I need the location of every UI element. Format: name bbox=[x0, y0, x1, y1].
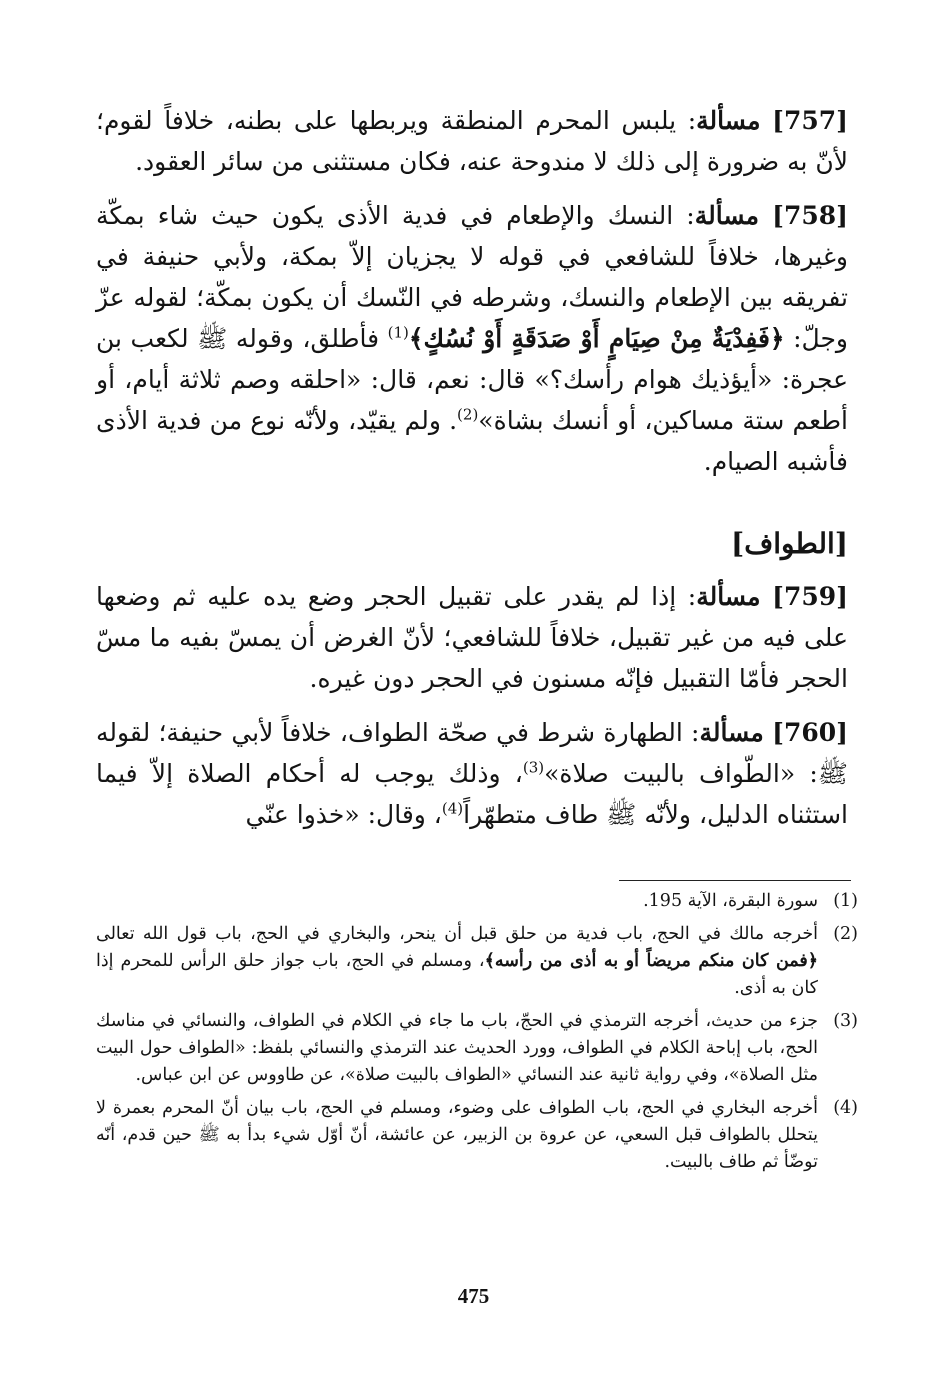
footnote-text: سورة البقرة، الآية 195. bbox=[643, 891, 818, 911]
issue-number: [760] bbox=[772, 718, 848, 747]
footnote-verse: ﴿فمن كان منكم مريضاً أو به أذى من رأسه﴾ bbox=[484, 951, 818, 971]
footnote-text: أخرجه البخاري في الحج، باب الطواف على وضوء، ومسلم في الحج، باب بيان أنّ المحرم بعمرة لا يتحلل بالطواف قبل السعي، عن عروة بن الزبير، عن عائشة، أنّ أوّل شيء بدأ به ﷺ حين قدم، أنّه توضّأ ثم طاف بالبيت. bbox=[96, 1098, 818, 1172]
footnote-number: (4) bbox=[833, 1098, 858, 1118]
issue-text-part-b: ، وذلك يوجب له أحكام الصلاة إلاّ فيما استثناه الدليل، ولأنّه ﷺ طاف متطهّراً bbox=[96, 759, 848, 829]
issue-label: مسألة bbox=[696, 582, 761, 611]
footnote-ref-2[interactable]: (2) bbox=[457, 405, 479, 424]
issue-label: مسألة bbox=[694, 201, 760, 230]
quran-verse: ﴿فَفِدْيَةٌ مِنْ صِيَامٍ أَوْ صَدَقَةٍ أَوْ نُسُكٍ﴾ bbox=[408, 324, 785, 353]
main-text bbox=[96, 100, 848, 848]
footnote-number: (1) bbox=[833, 891, 858, 911]
footnote-ref-4[interactable]: (4) bbox=[441, 799, 464, 818]
footnote-4 bbox=[96, 1095, 858, 1176]
issue-text: : إذا لم يقدر على تقبيل الحجر وضع يده عليه ثم وضعها على فيه من غير تقبيل، خلافاً للشافعي؛ لأنّ الغرض أن يمسّ بفيه ما مسّ الحجر فأمّا التقبيل فإنّه مسنون في الحجر دون غيره. bbox=[96, 582, 848, 693]
footnote-text-part-a: أخرجه مالك في الحج، باب فدية من حلق قبل أن ينحر، والبخاري في الحج، باب قول الله تعالى bbox=[96, 924, 819, 944]
issue-label: مسألة bbox=[696, 106, 761, 135]
footnote-3 bbox=[96, 1008, 858, 1089]
issue-text-part-a: : الطهارة شرط في صحّة الطواف، خلافاً لأبي حنيفة؛ لقوله ﷺ: «الطّواف بالبيت صلاة» bbox=[96, 718, 848, 788]
issue-number: [757] bbox=[772, 106, 848, 135]
footnote-divider bbox=[619, 880, 851, 881]
footnotes bbox=[96, 888, 858, 1182]
footnote-text-part-b: ، ومسلم في الحج، باب جواز حلق الرأس للمحرم إذا كان به أذى. bbox=[96, 951, 818, 998]
footnote-text: جزء من حديث، أخرجه الترمذي في الحجّ، باب ما جاء في الكلام في الطواف، والنسائي في مناسك الحج، باب إباحة الكلام في الطواف، وورد الحديث عند الترمذي والنسائي بلفظ: «الطواف حول البيت مثل الصلاة»، وفي رواية ثانية عند النسائي «الطواف بالبيت صلاة»، عن طاووس عن ابن عباس. bbox=[96, 1011, 818, 1085]
issue-759 bbox=[96, 576, 848, 699]
issue-number: [758] bbox=[772, 201, 848, 230]
issue-text: : يلبس المحرم المنطقة ويربطها على بطنه، خلافاً لقوم؛ لأنّ به ضرورة إلى ذلك لا مندوحة عنه، فكان مستثنى من سائر العقود. bbox=[96, 106, 848, 176]
issue-number: [759] bbox=[772, 582, 849, 611]
footnote-1 bbox=[96, 888, 858, 915]
issue-760 bbox=[96, 712, 848, 835]
footnote-ref-3[interactable]: (3) bbox=[522, 758, 545, 777]
footnote-text bbox=[96, 921, 818, 1002]
page-number: 475 bbox=[457, 1284, 490, 1308]
issue-text-part-b: فأطلق، وقوله ﷺ لكعب بن عجرة: «أيؤذيك هوام رأسك؟» قال: نعم، قال: «احلقه وصم ثلاثة أيام، أو أطعم ستة مساكين، أو أنسك بشاة» bbox=[96, 324, 848, 435]
issue-text-part-c: . ولم يقيّد، ولأنّه نوع من فدية الأذى فأشبه الصيام. bbox=[96, 406, 848, 476]
issue-758 bbox=[96, 195, 848, 482]
footnote-number: (2) bbox=[833, 924, 858, 944]
issue-label: مسألة bbox=[699, 718, 764, 747]
footnote-number: (3) bbox=[833, 1011, 858, 1031]
section-heading: [الطواف] bbox=[730, 527, 848, 560]
issue-757 bbox=[96, 100, 848, 182]
issue-text-part-c: ، وقال: «خذوا عنّي bbox=[245, 800, 442, 829]
footnote-2 bbox=[96, 921, 858, 1002]
footnote-ref-1[interactable]: (1) bbox=[387, 323, 409, 342]
issue-text-part-a: : النسك والإطعام في فدية الأذى يكون حيث شاء بمكّة وغيرها، خلافاً للشافعي في قوله لا يجزيان إلاّ بمكة، ولأبي حنيفة في تفريقه بين الإطعام والنسك، وشرطه في النّسك أن يكون بمكّة؛ لقوله عزّ وجلّ: bbox=[96, 201, 848, 353]
